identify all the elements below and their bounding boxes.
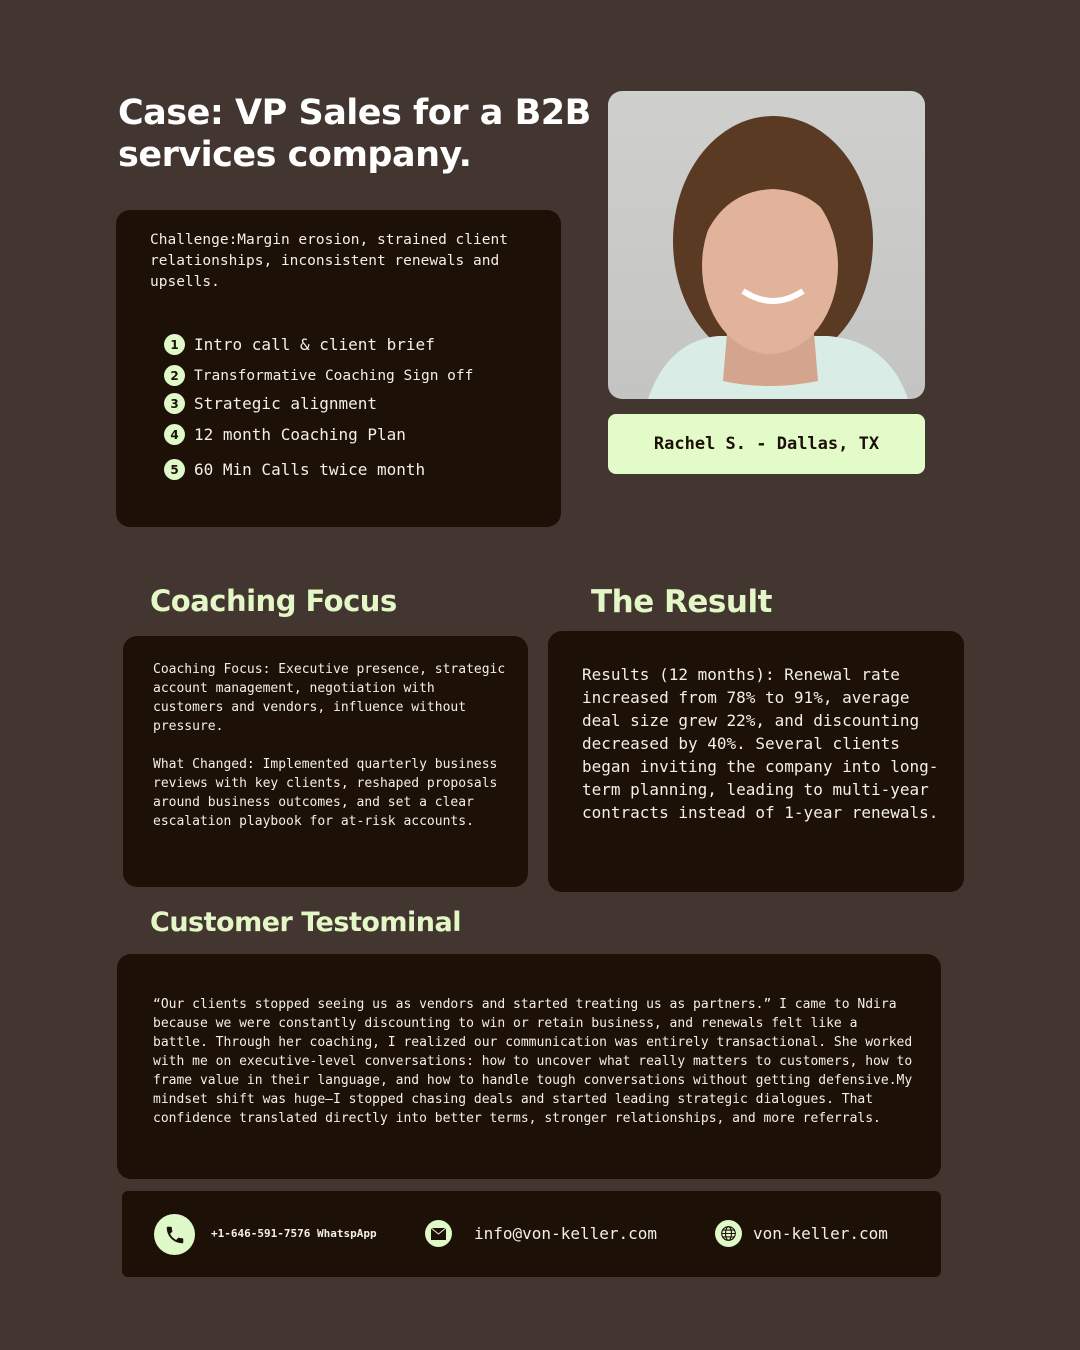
email-icon[interactable] (425, 1220, 452, 1247)
step-number: 2 (164, 365, 185, 386)
challenge-card (116, 210, 561, 527)
phone-icon[interactable] (154, 1214, 195, 1255)
coaching-focus-text: Coaching Focus: Executive presence, strategic account management, negotiation with customers and vendors, influence without pressure. What Changed: Implemented quarterly business reviews with key clients, reshaped proposals around business outcomes, and set a clear escalation playbook for at-risk accounts. (153, 662, 506, 829)
website-link[interactable]: von-keller.com (753, 1224, 888, 1243)
step-2 (164, 365, 473, 386)
coaching-focus-heading: Coaching Focus (150, 584, 397, 618)
challenge-text: Challenge:Margin erosion, strained client relationships, inconsistent renewals and upsells. (150, 232, 517, 290)
result-text: Results (12 months): Renewal rate increased from 78% to 91%, average deal size grew 22%, and discounting decreased by 40%. Several clients began inviting the company into long-term planning, leading to multi-year contracts instead of 1-year renewals. (582, 665, 939, 822)
result-card (548, 631, 964, 892)
step-1 (164, 334, 435, 355)
testimonial-card (117, 954, 941, 1179)
client-name-label: Rachel S. - Dallas, TX (608, 414, 925, 474)
client-photo (608, 91, 925, 399)
phone-text[interactable]: +1-646-591-7576 WhatspApp (211, 1227, 377, 1240)
testimonial-text: “Our clients stopped seeing us as vendors and started treating us as partners.” I came to Ndira because we were constantly discounting to win or retain business, and renewals felt like a battle. Through her coaching, I realized our communication was entirely transactional. She worked with me on executive-level conversations: how to uncover what really matters to customers, how to frame value in their language, and how to handle tough conversations without getting defensive.My mindset shift was huge—I stopped chasing deals and started leading strategic dialogues. That confidence translated directly into better terms, stronger relationships, and more referrals. (153, 997, 921, 1126)
globe-icon[interactable] (715, 1220, 742, 1247)
step-label: 12 month Coaching Plan (194, 425, 406, 444)
testimonial-heading: Customer Testominal (150, 907, 461, 938)
step-3 (164, 393, 377, 414)
step-label: Strategic alignment (194, 394, 378, 413)
step-4 (164, 424, 406, 445)
email-link[interactable]: info@von-keller.com (474, 1224, 658, 1243)
step-number: 3 (164, 393, 185, 414)
step-number: 4 (164, 424, 185, 445)
page-title: Case: VP Sales for a B2B services company. (118, 93, 591, 175)
step-number: 1 (164, 334, 185, 355)
step-label: Transformative Coaching Sign off (194, 367, 474, 384)
step-label: 60 Min Calls twice month (194, 460, 426, 479)
step-5 (164, 459, 425, 480)
coaching-focus-card (123, 636, 528, 887)
step-label: Intro call & client brief (194, 335, 435, 354)
contact-bar (122, 1191, 941, 1277)
result-heading: The Result (591, 584, 772, 620)
step-number: 5 (164, 459, 185, 480)
